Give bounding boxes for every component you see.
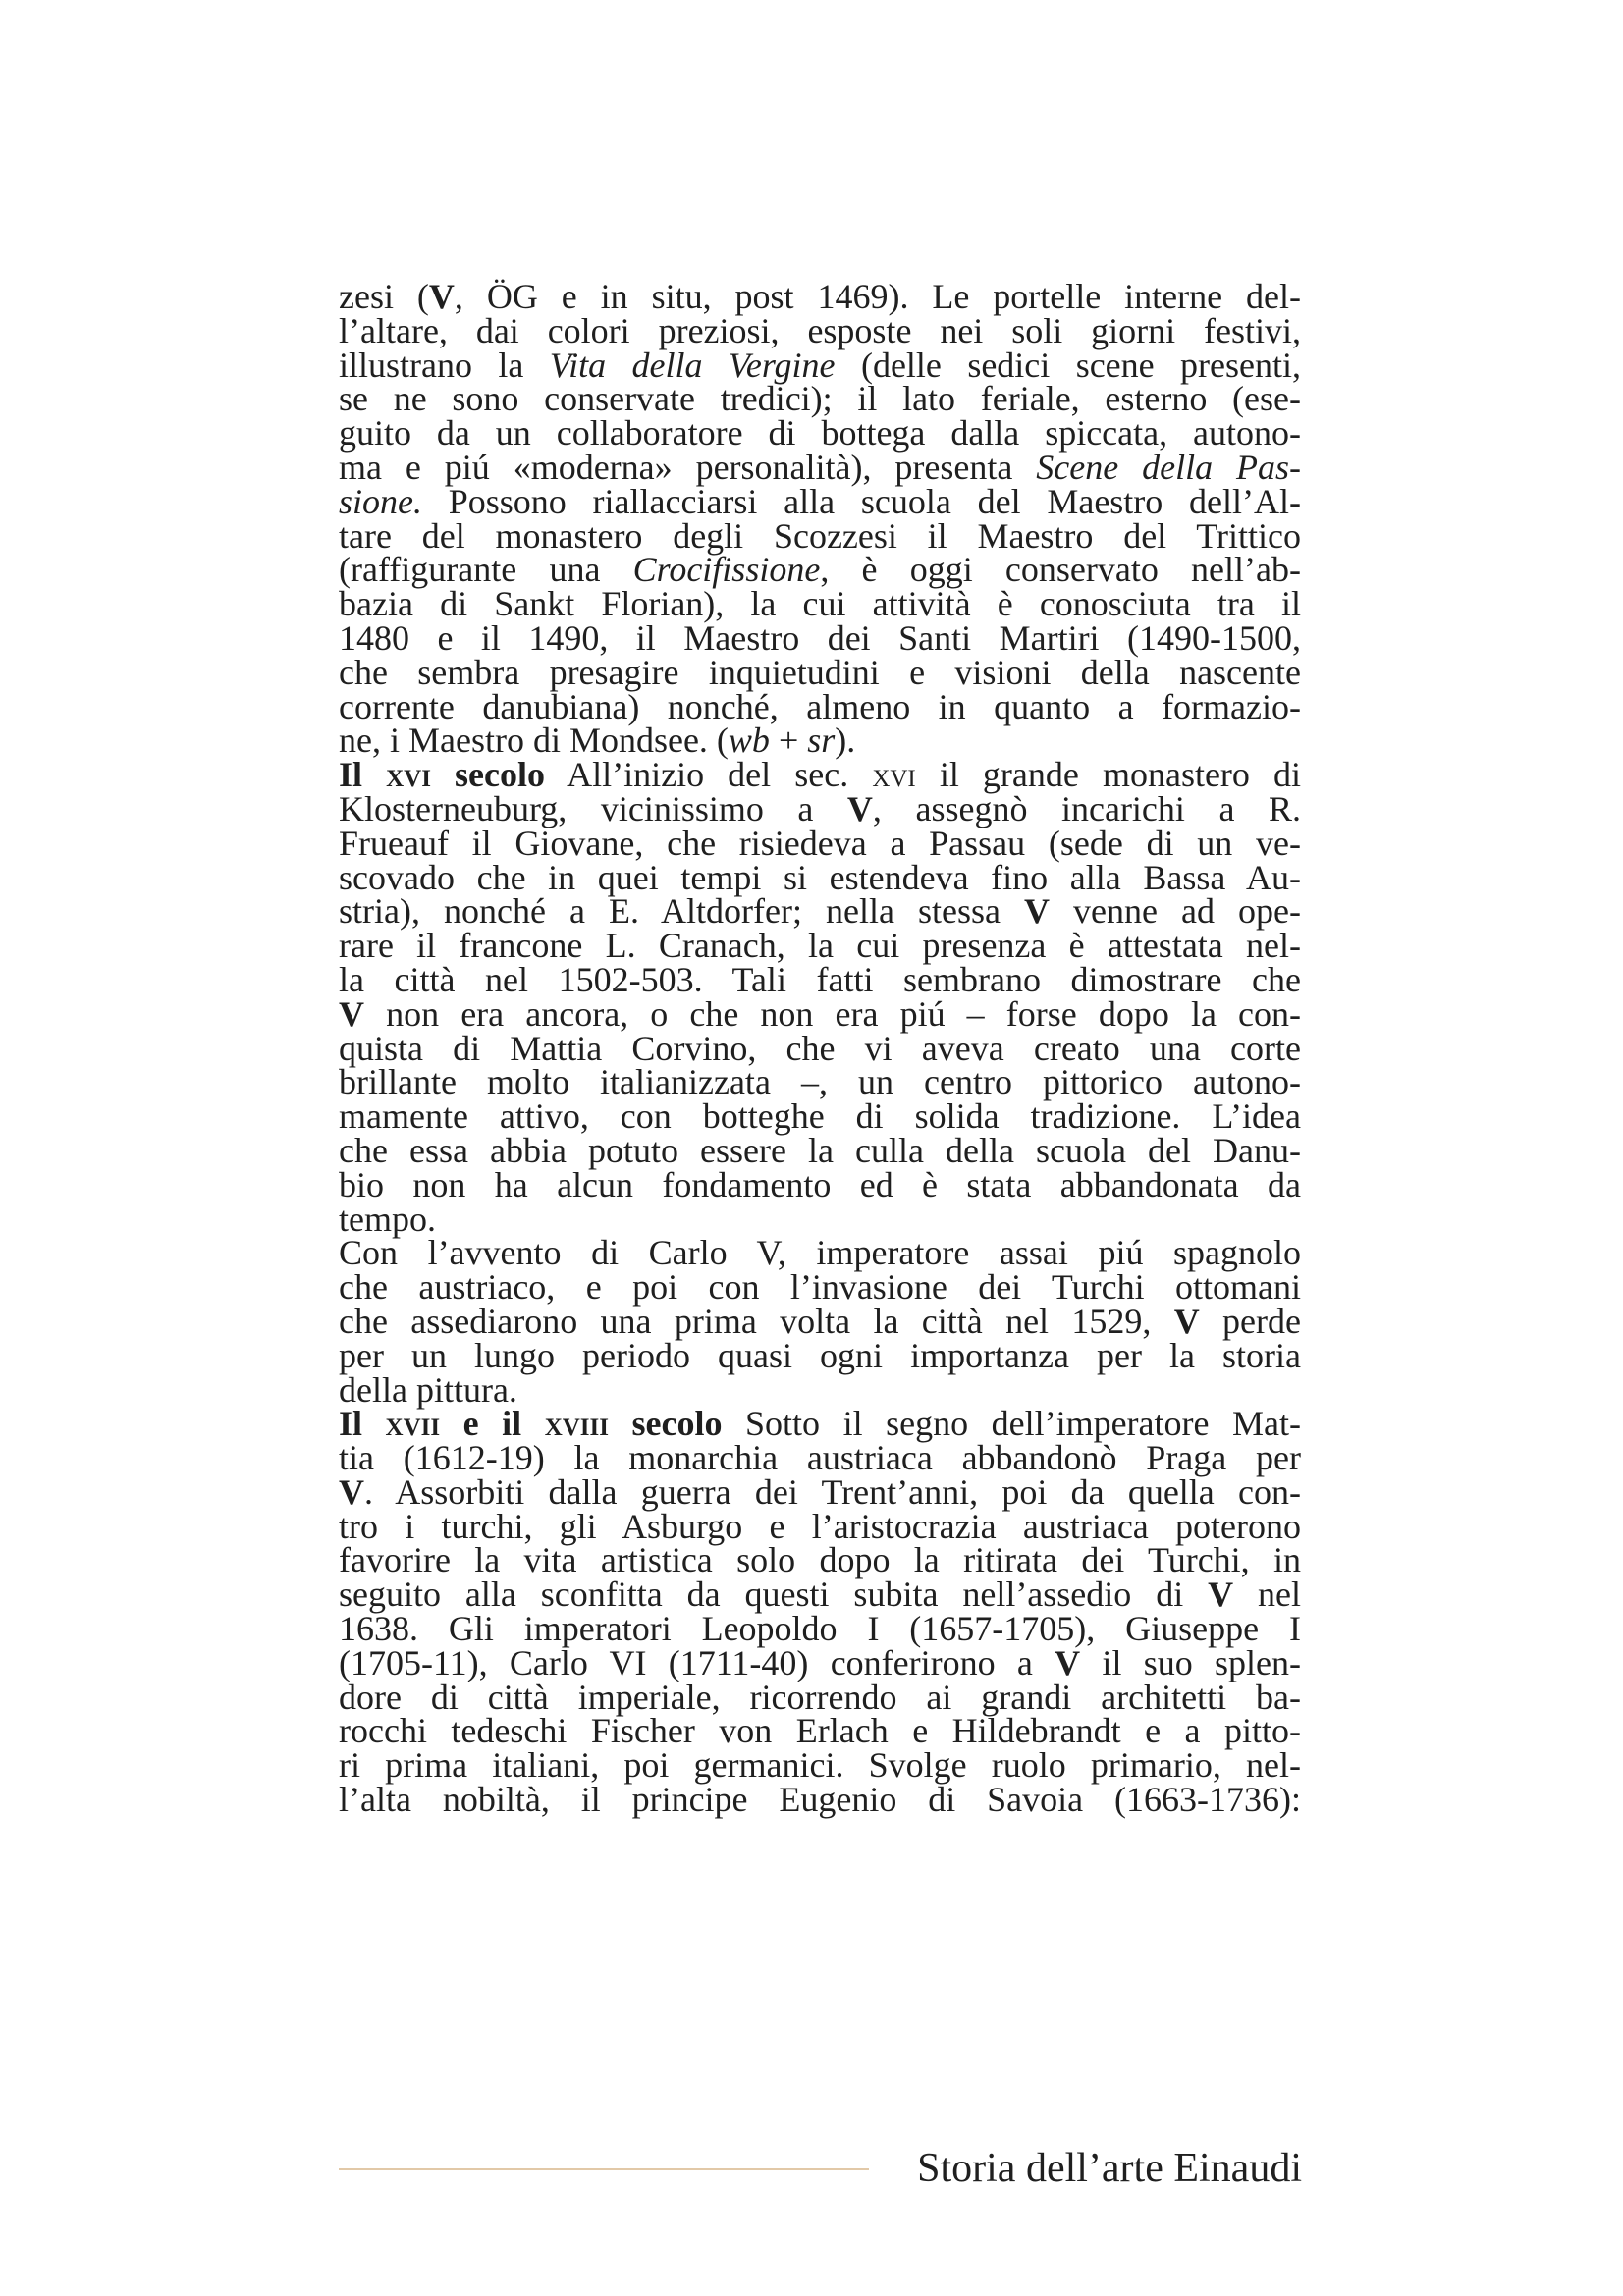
text-run: ri prima italiani, poi germanici. Svolge ruolo primario, nel-	[339, 1745, 1301, 1786]
text-run: guito da un collaboratore di bottega dalla spiccata, autono-	[339, 413, 1301, 454]
text-run: non era ancora, o che non era piú – forse dopo la con-	[364, 993, 1301, 1034]
text-run: ne, i Maestro di Mondsee. (	[339, 721, 729, 761]
text-line	[339, 515, 1301, 556]
text-line	[339, 1335, 1301, 1375]
text-line	[339, 686, 1301, 726]
bold-text: V	[1173, 1301, 1200, 1341]
text-line	[339, 1369, 1301, 1410]
text-line	[339, 1199, 1301, 1239]
text-run: che sembra presagire inquietudini e visioni della nascente	[339, 652, 1301, 692]
text-line	[339, 379, 1301, 419]
text-line	[339, 1471, 1301, 1512]
small-caps-text: xvi	[872, 755, 916, 795]
text-run: dore di città imperiale, ricorrendo ai grandi architetti ba-	[339, 1677, 1301, 1717]
text-line	[339, 1780, 1301, 1820]
text-run: Possono riallacciarsi alla scuola del Maestro dell’Al-	[422, 481, 1301, 521]
text-run: l’altare, dai colori preziosi, esposte nei soli giorni festivi,	[339, 310, 1301, 350]
text-line	[339, 1062, 1301, 1102]
text-run: 1638. Gli imperatori Leopoldo I (1657-1705), Giuseppe I	[339, 1609, 1301, 1649]
text-run: corrente danubiana) nonché, almeno in quanto a formazio-	[339, 686, 1301, 726]
bold-text: V	[846, 788, 873, 828]
text-line	[339, 310, 1301, 350]
text-line	[339, 755, 1302, 795]
bold-text: e il	[440, 1404, 545, 1444]
text-run: brillante molto italianizzata –, un centro pittorico autono-	[339, 1062, 1301, 1102]
text-line	[339, 788, 1301, 828]
text-run: che austriaco, e poi con l’invasione dei Turchi ottomani	[339, 1267, 1301, 1308]
text-line	[339, 1609, 1301, 1649]
text-run: Sotto il segno dell’imperatore Mat-	[722, 1404, 1302, 1444]
bold-text: Il	[339, 1404, 386, 1444]
bold-text: V	[1024, 891, 1051, 932]
text-line	[339, 413, 1301, 454]
italic-text: Crocifissione	[632, 550, 821, 590]
text-line	[339, 584, 1301, 624]
text-line	[339, 857, 1301, 897]
text-run: ma e piú «moderna» personalità), presenta	[339, 447, 1037, 487]
bold-text: V	[1055, 1642, 1081, 1682]
text-run: e in situ, post 1469). Le portelle interne del-	[537, 277, 1301, 316]
text-line	[339, 1575, 1301, 1615]
text-run: il suo splen-	[1080, 1642, 1301, 1682]
text-line	[339, 1028, 1301, 1068]
italic-text: sione.	[339, 481, 422, 521]
italic-text: wb	[728, 721, 770, 761]
text-run: (1705-11), Carlo VI (1711-40) conferirono a	[339, 1642, 1055, 1682]
text-line	[339, 550, 1301, 590]
text-run: bazia di Sankt Florian), la cui attività è conosciuta tra il	[339, 584, 1301, 624]
footer-rule	[339, 2168, 869, 2170]
text-line	[339, 1267, 1301, 1308]
text-line	[339, 1233, 1301, 1273]
text-run: . Assorbiti dalla guerra dei Trent’anni, poi da quella con-	[364, 1471, 1301, 1512]
text-line	[339, 926, 1301, 966]
text-run: seguito alla sconfitta da questi subita nell’assedio di	[339, 1575, 1209, 1615]
text-run: scovado che in quei tempi si estendeva fino alla Bassa Au-	[339, 857, 1301, 897]
bold-text: V	[339, 993, 364, 1034]
text-run: rocchi tedeschi Fischer von Erlach e Hildebrandt e a pitto-	[339, 1711, 1301, 1751]
text-line	[339, 652, 1301, 692]
italic-text: Vita della Vergine	[549, 345, 836, 385]
text-run: della pittura.	[339, 1369, 517, 1410]
text-run: che essa abbia potuto essere la culla della scuola del Danu-	[339, 1130, 1301, 1170]
text-line	[339, 721, 1301, 761]
text-line	[339, 617, 1301, 658]
text-run: illustrano la	[339, 345, 550, 385]
text-run: favorire la vita artistica solo dopo la ritirata dei Turchi, in	[339, 1540, 1301, 1580]
text-run: nel	[1233, 1575, 1301, 1615]
text-line	[339, 277, 1301, 316]
text-line	[339, 1677, 1301, 1717]
text-run: l’alta nobiltà, il principe Eugenio di Savoia (1663-1736):	[339, 1780, 1301, 1820]
text-line	[339, 1301, 1301, 1341]
bold-small-caps-text: xviii	[544, 1404, 609, 1444]
body-text	[339, 277, 1302, 1820]
text-run: zesi (	[339, 277, 429, 316]
text-line	[339, 1642, 1301, 1682]
text-line	[339, 1745, 1301, 1786]
small-caps-text: ÖG	[486, 277, 538, 316]
text-run: ).	[835, 721, 856, 761]
bold-text: V	[339, 1471, 364, 1512]
text-run: , è oggi conservato nell’ab-	[820, 550, 1301, 590]
text-run: la città nel 1502-503. Tali fatti sembrano dimostrare che	[339, 959, 1301, 999]
text-run: perde	[1199, 1301, 1301, 1341]
text-line	[339, 345, 1302, 385]
bold-text: V	[1208, 1575, 1234, 1615]
text-run: se ne sono conservate tredici); il lato feriale, esterno (ese-	[339, 379, 1301, 419]
text-line	[339, 1096, 1301, 1137]
text-line	[339, 1540, 1301, 1580]
text-run: mamente attivo, con botteghe di solida tradizione. L’idea	[339, 1096, 1301, 1137]
bold-small-caps-text: xvii	[385, 1404, 441, 1444]
text-line	[339, 1130, 1301, 1170]
bold-text: Il	[339, 755, 387, 795]
text-run: venne ad ope-	[1050, 891, 1302, 932]
footer-title: Storia dell’arte Einaudi	[917, 2146, 1302, 2191]
text-line	[339, 1438, 1301, 1478]
text-line	[339, 959, 1301, 999]
text-run: per un lungo periodo quasi ogni importanza per la storia	[339, 1335, 1301, 1375]
bold-text: secolo	[430, 755, 546, 795]
text-line	[339, 1404, 1302, 1444]
text-run: Klosterneuburg, vicinissimo a	[339, 788, 847, 828]
text-run: All’inizio del sec.	[545, 755, 873, 795]
text-line	[339, 1506, 1301, 1546]
text-line	[339, 481, 1301, 521]
text-run: stria), nonché a E. Altdorfer; nella stessa	[339, 891, 1025, 932]
text-run: che assediarono una prima volta la città nel 1529,	[339, 1301, 1174, 1341]
text-run: ,	[454, 277, 487, 316]
text-run: 1480 e il 1490, il Maestro dei Santi Martiri (1490-1500,	[339, 617, 1301, 658]
text-run: rare il francone L. Cranach, la cui presenza è attestata nel-	[339, 926, 1301, 966]
text-run: quista di Mattia Corvino, che vi aveva creato una corte	[339, 1028, 1301, 1068]
text-run: il grande monastero di	[915, 755, 1302, 795]
text-run: , assegnò incarichi a R.	[872, 788, 1301, 828]
bold-text: V	[428, 277, 455, 316]
text-run: tare del monastero degli Scozzesi il Maestro del Trittico	[339, 515, 1301, 556]
italic-text: sr	[807, 721, 836, 761]
text-run: (raffigurante una	[339, 550, 633, 590]
text-run: Frueauf il Giovane, che risiedeva a Passau (sede di un ve-	[339, 823, 1301, 863]
bold-small-caps-text: xvi	[386, 755, 431, 795]
text-run: tempo.	[339, 1199, 436, 1239]
bold-text: secolo	[608, 1404, 723, 1444]
text-run: +	[769, 721, 808, 761]
text-run: bio non ha alcun fondamento ed è stata abbandonata da	[339, 1164, 1301, 1204]
italic-text: Scene della Pas-	[1036, 447, 1301, 487]
text-line	[339, 823, 1301, 863]
text-run: (delle sedici scene presenti,	[835, 345, 1302, 385]
text-line	[339, 447, 1301, 487]
text-run: tia (1612-19) la monarchia austriaca abbandonò Praga per	[339, 1438, 1301, 1478]
text-run: Con l’avvento di Carlo V, imperatore assai piú spagnolo	[339, 1233, 1301, 1273]
text-line	[339, 993, 1301, 1034]
text-line	[339, 891, 1302, 932]
text-line	[339, 1164, 1301, 1204]
text-run: tro i turchi, gli Asburgo e l’aristocrazia austriaca poterono	[339, 1506, 1301, 1546]
text-line	[339, 1711, 1301, 1751]
